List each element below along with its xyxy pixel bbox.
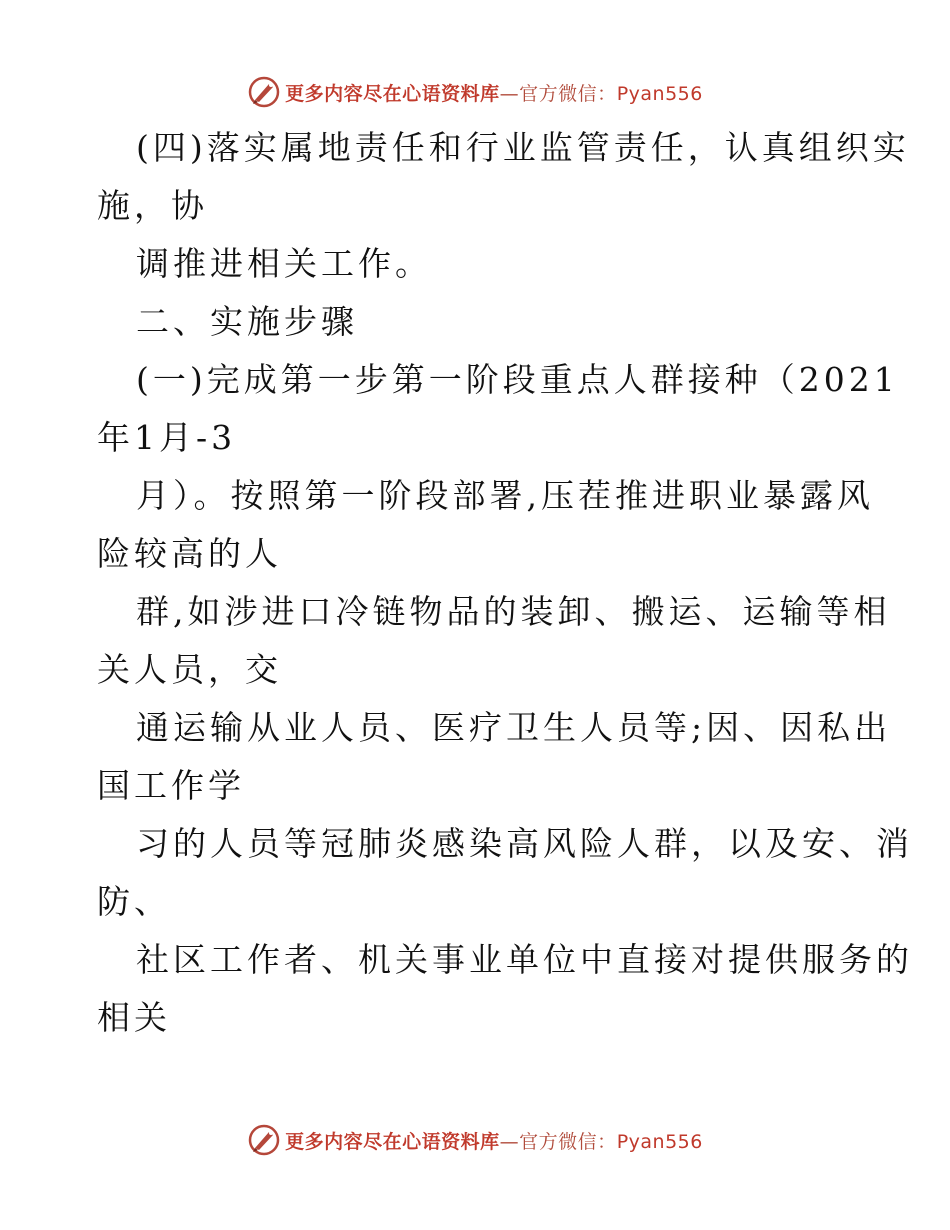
- text-line: 月）。按照第一阶段部署,压茬推进职业暴露风: [136, 476, 874, 515]
- text-line: (四)落实属地责任和行业监管责任，认真组织实: [136, 128, 910, 167]
- ink-pen-seal-icon: [247, 75, 281, 109]
- watermark-account: Pyan556: [616, 1130, 703, 1153]
- text-line: 调推进相关工作。: [136, 244, 432, 283]
- text-line: 施，协: [97, 186, 208, 225]
- text-line: 习的人员等冠肺炎感染高风险人群，以及安、消: [136, 824, 913, 863]
- watermark-text: [285, 79, 703, 106]
- text-line: 通运输从业人员、医疗卫生人员等;因、因私出: [136, 708, 892, 747]
- watermark-suffix: 官方微信：: [519, 82, 617, 105]
- footer-watermark: [0, 1120, 950, 1160]
- watermark-separator: —: [499, 1130, 520, 1153]
- watermark-brand: 更多内容尽在心语资料库: [285, 82, 500, 105]
- text-line: 相关: [97, 998, 171, 1037]
- watermark-account: Pyan556: [616, 82, 703, 105]
- watermark-brand: 更多内容尽在心语资料库: [285, 1130, 500, 1153]
- watermark-separator: —: [499, 82, 520, 105]
- text-line: 关人员，交: [97, 650, 282, 689]
- watermark-suffix: 官方微信：: [519, 1130, 617, 1153]
- watermark-text: [285, 1127, 703, 1154]
- text-line: 国工作学: [97, 766, 245, 805]
- text-line: 防、: [97, 882, 171, 921]
- text-line: 年1月-3: [97, 418, 237, 457]
- text-line: 社区工作者、机关事业单位中直接对提供服务的: [136, 940, 913, 979]
- text-line: 群,如涉进口冷链物品的装卸、搬运、运输等相: [136, 592, 891, 631]
- section-heading: 二、实施步骤: [136, 302, 358, 341]
- text-line: 险较高的人: [97, 534, 282, 573]
- text-line: (一)完成第一步第一阶段重点人群接种（2021: [136, 360, 899, 399]
- header-watermark: [0, 72, 950, 112]
- ink-pen-seal-icon: [247, 1123, 281, 1157]
